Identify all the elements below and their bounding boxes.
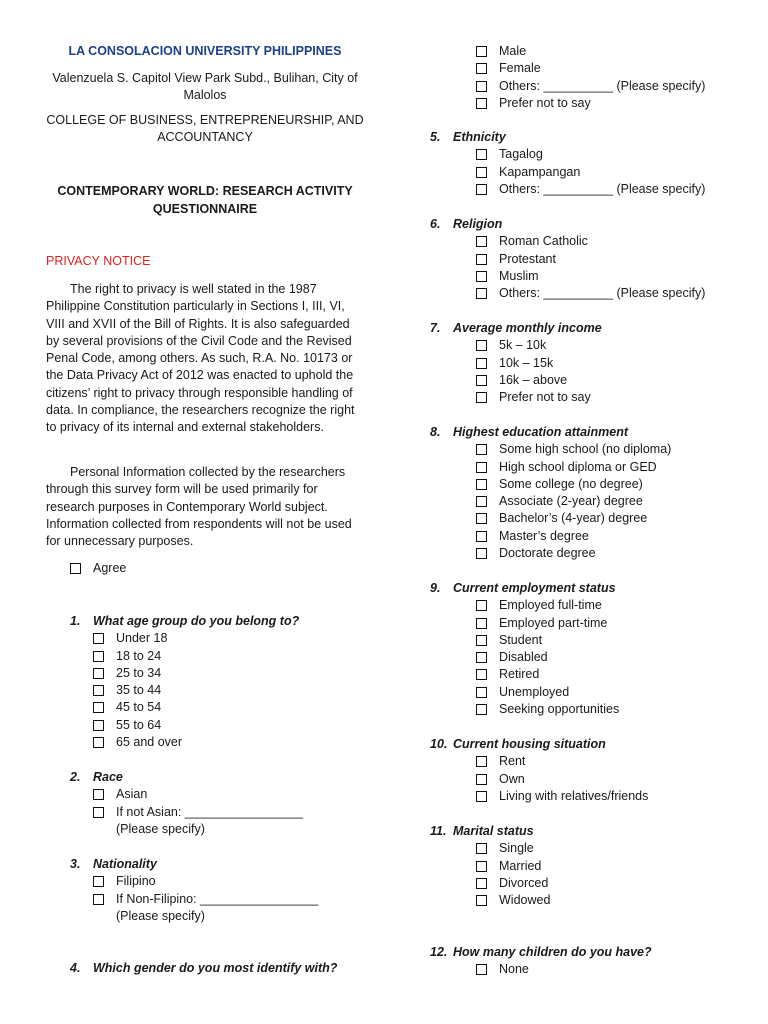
option[interactable]: Disabled: [476, 649, 619, 666]
checkbox-icon[interactable]: [93, 894, 104, 905]
checkbox-icon[interactable]: [93, 702, 104, 713]
checkbox-icon[interactable]: [476, 46, 487, 57]
checkbox-icon[interactable]: [476, 843, 487, 854]
option[interactable]: 10k – 15k: [476, 355, 602, 372]
checkbox-icon[interactable]: [93, 789, 104, 800]
question-title: 7. Average monthly income: [430, 321, 602, 335]
checkbox-icon[interactable]: [476, 513, 487, 524]
question-4-options: [476, 43, 705, 112]
checkbox-icon[interactable]: [93, 651, 104, 662]
question-title: 9. Current employment status: [430, 581, 616, 595]
option[interactable]: Roman Catholic: [476, 233, 705, 250]
option[interactable]: Kapampangan: [476, 164, 705, 181]
please-specify-note: (Please specify): [116, 821, 205, 836]
option[interactable]: 5k – 10k: [476, 337, 602, 354]
question-title: 6. Religion: [430, 217, 503, 231]
checkbox-icon[interactable]: [476, 756, 487, 767]
option[interactable]: Student: [476, 632, 619, 649]
option[interactable]: Married: [476, 858, 550, 875]
checkbox-icon[interactable]: [476, 254, 487, 265]
question-title: 12. How many children do you have?: [430, 945, 652, 959]
checkbox-icon[interactable]: [476, 635, 487, 646]
privacy-paragraph-1: The right to privacy is well stated in the 1987 Philippine Constitution particularly in Sections I, III, VI, VIII and XVII of the Bill of Rights. It is also safeguarded by several provisions of the Civil Code and the Revised Penal Code, among others. As such, R.A. No. 10173 or the Data Privacy Act of 2012 was enacted to uphold the citizens’ right to privacy through responsible handling of data. In compliance, the researchers recognize the right to privacy of its internal and external stakeholders.: [46, 282, 355, 435]
option[interactable]: Others: __________ (Please specify): [476, 78, 705, 95]
checkbox-icon[interactable]: [476, 548, 487, 559]
question-5: [430, 129, 705, 198]
option[interactable]: Tagalog: [476, 146, 705, 163]
option[interactable]: Rent: [476, 753, 648, 770]
checkbox-icon[interactable]: [476, 496, 487, 507]
question-1: [70, 613, 299, 751]
option[interactable]: Prefer not to say: [476, 95, 705, 112]
privacy-notice-heading: PRIVACY NOTICE: [46, 254, 151, 268]
option[interactable]: Protestant: [476, 251, 705, 268]
option[interactable]: Bachelor’s (4-year) degree: [476, 510, 671, 527]
option[interactable]: Single: [476, 840, 550, 857]
option[interactable]: Widowed: [476, 892, 550, 909]
option[interactable]: 55 to 64: [93, 717, 299, 734]
question-2: [70, 769, 303, 838]
option[interactable]: Filipino: [93, 873, 318, 890]
checkbox-icon[interactable]: [476, 462, 487, 473]
checkbox-icon[interactable]: [476, 358, 487, 369]
question-title: 2. Race: [70, 770, 123, 784]
checkbox-icon[interactable]: [93, 633, 104, 644]
question-title: 3. Nationality: [70, 857, 157, 871]
question-9: [430, 580, 619, 718]
checkbox-icon[interactable]: [476, 98, 487, 109]
checkbox-icon[interactable]: [476, 878, 487, 889]
university-name: LA CONSOLACION UNIVERSITY PHILIPPINES: [68, 44, 342, 58]
checkbox-icon[interactable]: [476, 861, 487, 872]
question-title: 11. Marital status: [430, 824, 534, 838]
option[interactable]: 16k – above: [476, 372, 602, 389]
checkbox-icon[interactable]: [476, 444, 487, 455]
option[interactable]: Employed part-time: [476, 615, 619, 632]
question-title: 8. Highest education attainment: [430, 425, 629, 439]
option[interactable]: Some high school (no diploma): [476, 441, 671, 458]
checkbox-icon[interactable]: [476, 288, 487, 299]
question-11: [430, 823, 550, 909]
question-4: [70, 960, 337, 977]
option[interactable]: Male: [476, 43, 705, 60]
question-3: [70, 856, 318, 925]
question-title: 1. What age group do you belong to?: [70, 614, 300, 628]
checkbox-icon[interactable]: [93, 737, 104, 748]
question-7: [430, 320, 602, 406]
option[interactable]: Prefer not to say: [476, 389, 602, 406]
option[interactable]: Doctorate degree: [476, 545, 671, 562]
college-name: COLLEGE OF BUSINESS, ENTREPRENEURSHIP, AND ACCOUNTANCY: [46, 113, 364, 144]
option[interactable]: Own: [476, 771, 648, 788]
question-12: [430, 944, 652, 979]
privacy-paragraph-2: Personal Information collected by the researchers through this survey form will be used primarily for research purposes in Contemporary World subject. Information collected from respondents will not be used for unnecessary purposes.: [46, 465, 352, 549]
checkbox-icon[interactable]: [476, 964, 487, 975]
checkbox-icon[interactable]: [476, 236, 487, 247]
checkbox-icon[interactable]: [476, 479, 487, 490]
option[interactable]: Others: __________ (Please specify): [476, 285, 705, 302]
checkbox-icon[interactable]: [476, 81, 487, 92]
checkbox-icon[interactable]: [476, 652, 487, 663]
checkbox-icon[interactable]: [476, 895, 487, 906]
question-title: 5. Ethnicity: [430, 130, 506, 144]
question-8: [430, 424, 671, 562]
checkbox-icon[interactable]: [476, 167, 487, 178]
option[interactable]: Seeking opportunities: [476, 701, 619, 718]
option[interactable]: Female: [476, 60, 705, 77]
checkbox-icon[interactable]: [476, 531, 487, 542]
option[interactable]: Some college (no degree): [476, 476, 671, 493]
checkbox-icon[interactable]: [476, 600, 487, 611]
option[interactable]: Employed full-time: [476, 597, 619, 614]
checkbox-icon[interactable]: [476, 271, 487, 282]
option[interactable]: Living with relatives/friends: [476, 788, 648, 805]
option[interactable]: 65 and over: [93, 734, 299, 751]
checkbox-icon[interactable]: [93, 807, 104, 818]
checkbox-icon[interactable]: [476, 375, 487, 386]
checkbox-icon[interactable]: [476, 392, 487, 403]
agree-label: Agree: [93, 561, 127, 575]
checkbox-icon[interactable]: [70, 563, 81, 574]
checkbox-icon[interactable]: [476, 687, 487, 698]
checkbox-icon[interactable]: [476, 63, 487, 74]
checkbox-icon[interactable]: [476, 340, 487, 351]
please-specify-note: (Please specify): [116, 908, 205, 923]
option[interactable]: None: [476, 961, 652, 978]
checkbox-icon[interactable]: [476, 704, 487, 715]
university-address: Valenzuela S. Capitol View Park Subd., Bulihan, City of Malolos: [52, 71, 358, 102]
option[interactable]: 35 to 44: [93, 682, 299, 699]
option[interactable]: Others: __________ (Please specify): [476, 181, 705, 198]
checkbox-icon[interactable]: [476, 184, 487, 195]
agree-checkbox[interactable]: [70, 560, 768, 577]
option[interactable]: Muslim: [476, 268, 705, 285]
checkbox-icon[interactable]: [476, 774, 487, 785]
checkbox-icon[interactable]: [476, 618, 487, 629]
question-title: 4. Which gender do you most identify with?: [70, 961, 338, 975]
option[interactable]: 18 to 24: [93, 648, 299, 665]
question-10: [430, 736, 648, 805]
option[interactable]: Master’s degree: [476, 528, 671, 545]
question-title: 10. Current housing situation: [430, 737, 606, 751]
option[interactable]: If Non-Filipino: _________________ (Please specify): [93, 891, 318, 926]
option[interactable]: Under 18: [93, 630, 299, 647]
option[interactable]: Associate (2-year) degree: [476, 493, 671, 510]
checkbox-icon[interactable]: [476, 791, 487, 802]
checkbox-icon[interactable]: [93, 685, 104, 696]
option[interactable]: 45 to 54: [93, 699, 299, 716]
option[interactable]: 25 to 34: [93, 665, 299, 682]
option[interactable]: If not Asian: _________________ (Please specify): [93, 804, 303, 839]
checkbox-icon[interactable]: [476, 669, 487, 680]
option[interactable]: Unemployed: [476, 684, 619, 701]
checkbox-icon[interactable]: [93, 876, 104, 887]
option[interactable]: Retired: [476, 666, 619, 683]
checkbox-icon[interactable]: [93, 668, 104, 679]
checkbox-icon[interactable]: [476, 149, 487, 160]
question-6: [430, 216, 705, 302]
option[interactable]: Asian: [93, 786, 303, 803]
option[interactable]: Divorced: [476, 875, 550, 892]
checkbox-icon[interactable]: [93, 720, 104, 731]
option[interactable]: High school diploma or GED: [476, 459, 671, 476]
questionnaire-title: CONTEMPORARY WORLD: RESEARCH ACTIVITY QUESTIONNAIRE: [57, 184, 353, 216]
